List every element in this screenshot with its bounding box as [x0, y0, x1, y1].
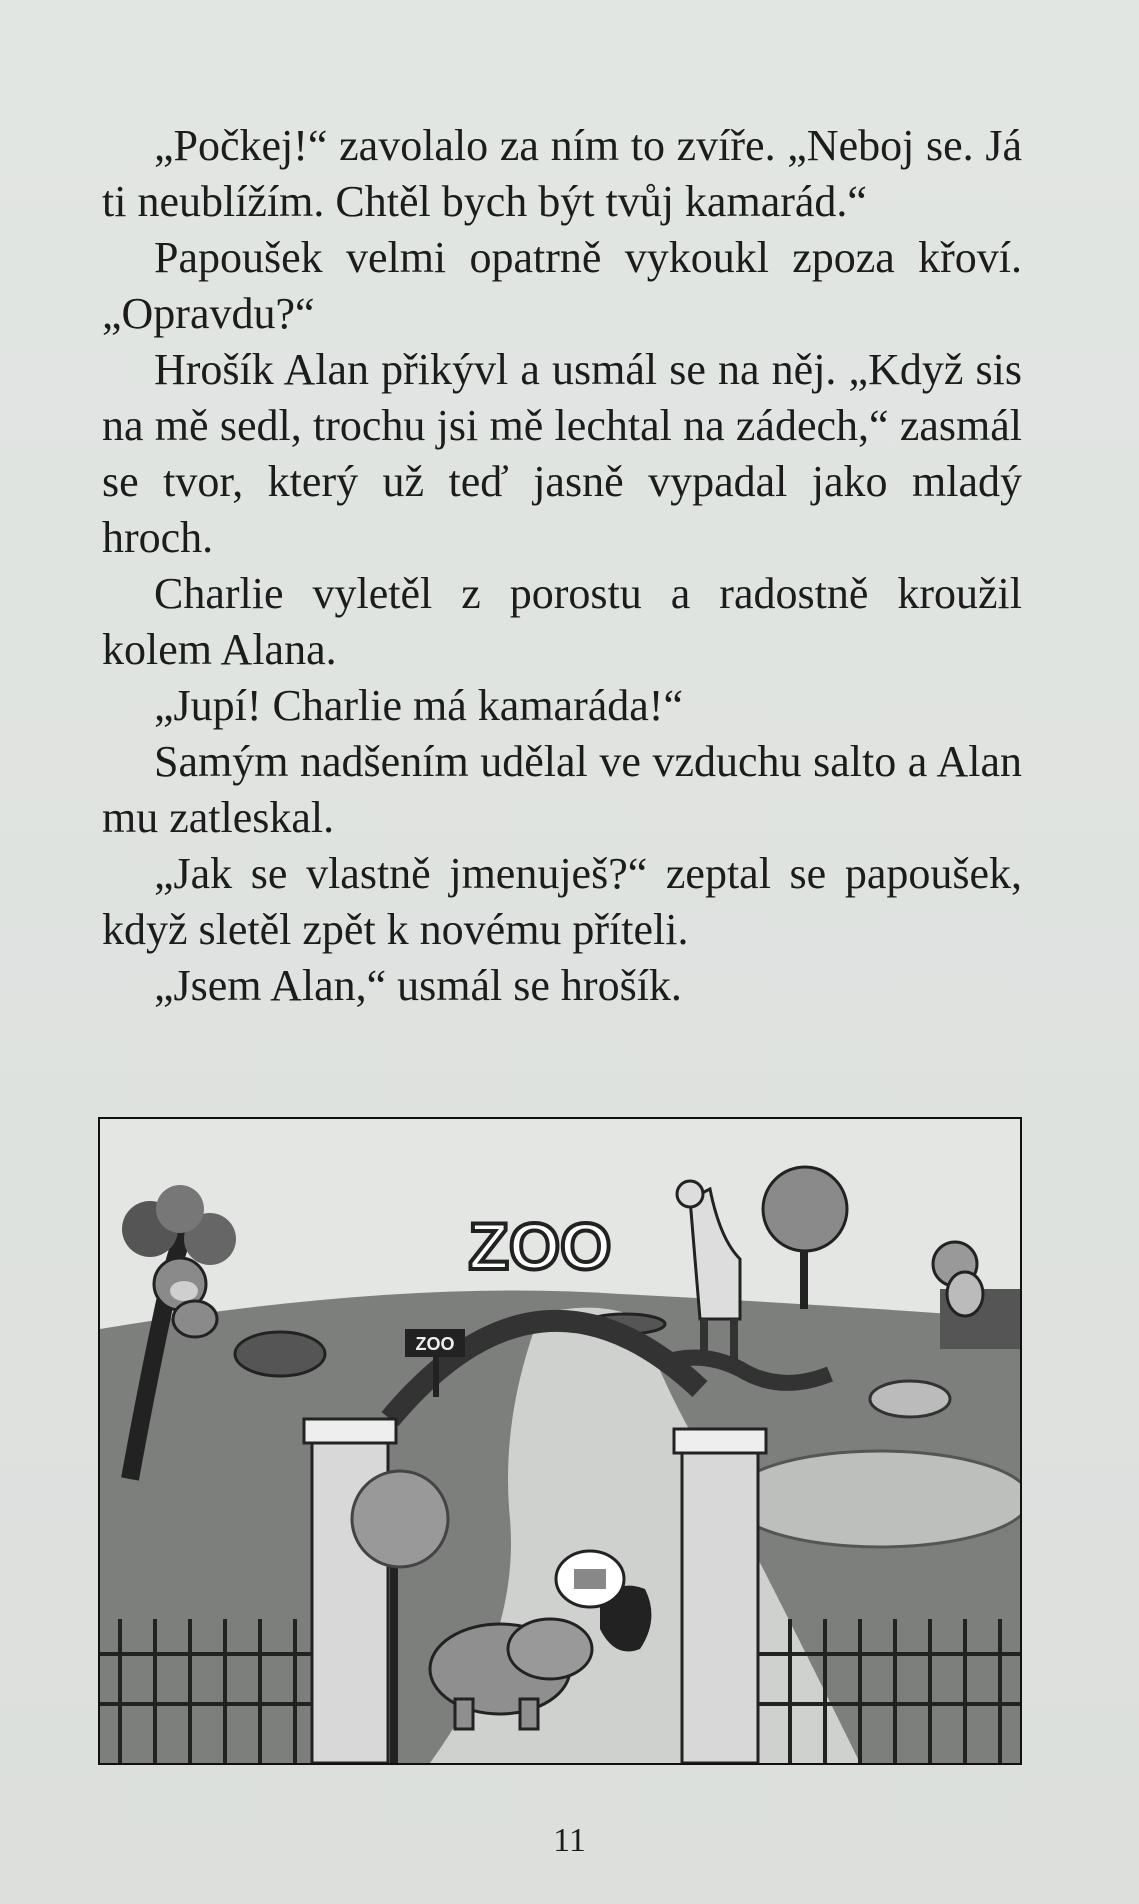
gate-pillar-right	[674, 1429, 766, 1763]
paragraph: Charlie vyletěl z porostu a radostně kroužil kolem Alana.	[102, 569, 1022, 674]
bush	[870, 1381, 950, 1417]
paragraph: „Počkej!“ zavolalo za ním to zvíře. „Neboj se. Já ti neublížím. Chtěl bych být tvůj kamarád.“	[102, 121, 1022, 226]
bush	[235, 1332, 325, 1376]
paragraph: „Jupí! Charlie má kamaráda!“	[154, 681, 683, 730]
zoo-illustration	[98, 1117, 1022, 1765]
pond	[730, 1451, 1020, 1547]
paragraph: Samým nadšením udělal ve vzduchu salto a Alan mu zatleskal.	[102, 737, 1022, 842]
paragraph: „Jak se vlastně jmenuješ?“ zeptal se papoušek, když sletěl zpět k novému příteli.	[102, 849, 1022, 954]
post-sign-label: ZOO	[415, 1334, 455, 1354]
paragraph: Hrošík Alan přikývl a usmál se na něj. „Když sis na mě sedl, trochu jsi mě lechtal na zádech,“ zasmál se tvor, který už teď jasně vypadal jako mladý hroch.	[102, 345, 1022, 562]
paragraph: „Jsem Alan,“ usmál se hrošík.	[154, 961, 682, 1010]
arch-sign: ZOO	[468, 1209, 612, 1283]
gate-pillar-left	[304, 1419, 396, 1763]
paragraph: Papoušek velmi opatrně vykoukl zpoza křoví. „Opravdu?“	[102, 233, 1022, 338]
story-text	[102, 118, 1022, 1014]
page-number: 11	[553, 1822, 586, 1859]
